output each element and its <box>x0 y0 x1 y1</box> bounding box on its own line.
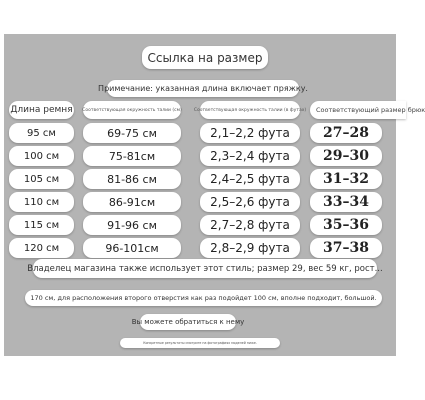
contact-note: Вы можете обратиться к нему <box>140 314 236 330</box>
cell-waist-cm: 86-91см <box>83 192 181 212</box>
cell-pants-size: 29–30 <box>310 146 382 166</box>
cell-waist-ft: 2,3–2,4 фута <box>200 146 300 166</box>
cell-pants-size: 37–38 <box>310 238 382 258</box>
cell-waist-cm: 81-86 см <box>83 169 181 189</box>
cell-pants-size: 35–36 <box>310 215 382 235</box>
cell-waist-ft: 2,1–2,2 фута <box>200 123 300 143</box>
cell-belt-length: 105 см <box>9 169 74 189</box>
cell-pants-size: 27–28 <box>310 123 382 143</box>
disclaimer: Конкретные результаты смотрите на фотографиях моделей ниже. <box>120 338 280 348</box>
cell-waist-cm: 75-81см <box>83 146 181 166</box>
owner-note: Владелец магазина также использует этот стиль; размер 29, вес 59 кг, рост... <box>33 259 377 278</box>
header-waist-ft: Соответствующая окружность талии (в футах) <box>200 101 300 119</box>
owner-note-continued: 170 см, для расположения второго отверстия как раз подойдет 100 см, вполне подходит, большой. <box>25 290 382 306</box>
chart-title: Ссылка на размер <box>142 46 268 69</box>
header-pants-size: Соответствующий размер брюк <box>310 101 406 119</box>
cell-waist-cm: 69-75 см <box>83 123 181 143</box>
cell-waist-cm: 96-101см <box>83 238 181 258</box>
cell-waist-ft: 2,4–2,5 фута <box>200 169 300 189</box>
cell-waist-ft: 2,8–2,9 фута <box>200 238 300 258</box>
cell-belt-length: 110 см <box>9 192 74 212</box>
cell-belt-length: 100 см <box>9 146 74 166</box>
cell-belt-length: 95 см <box>9 123 74 143</box>
buckle-note: Примечание: указанная длина включает пряжку. <box>107 80 299 97</box>
cell-waist-cm: 91-96 см <box>83 215 181 235</box>
cell-pants-size: 31–32 <box>310 169 382 189</box>
cell-belt-length: 115 см <box>9 215 74 235</box>
cell-belt-length: 120 см <box>9 238 74 258</box>
header-waist-cm: Соответствующая окружность талии (см) <box>83 101 181 119</box>
cell-waist-ft: 2,5–2,6 фута <box>200 192 300 212</box>
cell-waist-ft: 2,7–2,8 фута <box>200 215 300 235</box>
cell-pants-size: 33–34 <box>310 192 382 212</box>
header-belt-length: Длина ремня <box>9 101 74 119</box>
